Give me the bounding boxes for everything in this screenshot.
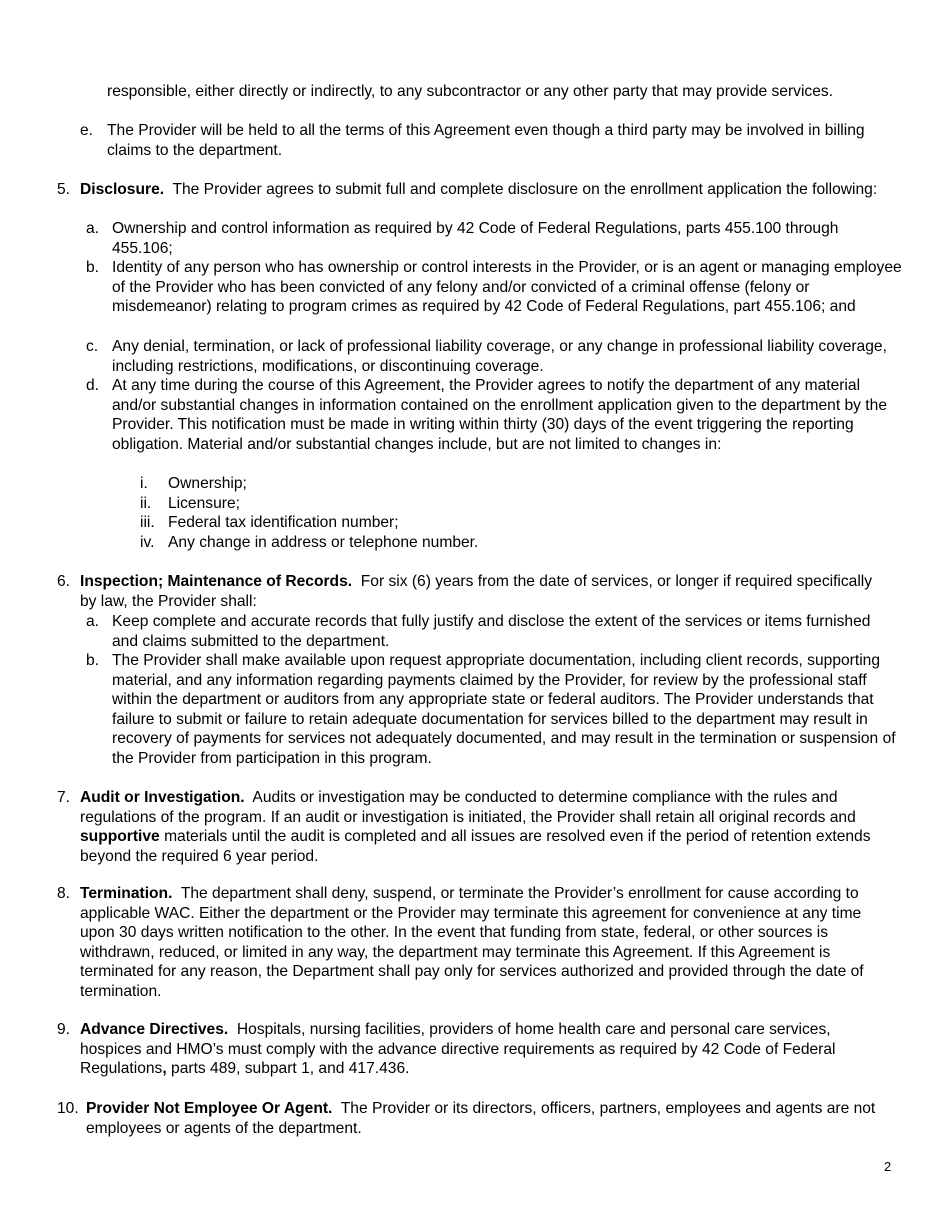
- section-title: Provider Not Employee Or Agent.: [86, 1100, 333, 1117]
- item-marker: b.: [86, 259, 100, 276]
- section-text: parts 489, subpart 1, and 417.436.: [171, 1060, 410, 1078]
- section-intro: The Provider agrees to submit full and complete disclosure on the enrollment application the following:: [172, 181, 878, 198]
- subitem: Licensure;: [168, 495, 240, 512]
- item-e-text: The Provider will be held to all the terms of this Agreement even though a third party may be involved in billing claims to the department.: [107, 122, 865, 159]
- emphasis: ,: [162, 1060, 167, 1078]
- subitem-marker: ii.: [140, 495, 152, 512]
- continued-paragraph: [107, 82, 907, 102]
- item-marker: a.: [86, 613, 100, 630]
- item-marker: e.: [80, 122, 94, 139]
- list-item: Keep complete and accurate records that fully justify and disclose the extent of the services or items furnished and claims submitted to the department.: [112, 613, 871, 650]
- section-number: 10.: [57, 1100, 79, 1117]
- section-title: Advance Directives.: [80, 1021, 229, 1038]
- section-number: 8.: [57, 885, 71, 902]
- section-9: [80, 1020, 880, 1079]
- list-item: Identity of any person who has ownership or control interests in the Provider, or is an agent or managing employee of the Provider who has been convicted of any felony and/or convicted of a criminal offense (felony or misdemeanor) relating to program crimes as required by 42 Code of Federal Regulations, part 455.106; and: [112, 259, 902, 316]
- section-6: [80, 572, 880, 611]
- section-text: The Provider or its directors, officers, partners, employees and agents are not employees or agents of the department.: [86, 1100, 876, 1137]
- item-marker: b.: [86, 652, 100, 669]
- section-number: 7.: [57, 789, 71, 806]
- item-marker: a.: [86, 220, 100, 237]
- subitem-marker: i.: [140, 475, 148, 492]
- section-text: Hospitals, nursing facilities, providers of home health care and personal care services, hospices and HMO’s must comply with the advance directive requirements as required by 42 Code of Federal Regulations: [80, 1021, 836, 1078]
- section-5: [80, 180, 900, 200]
- item-marker: d.: [86, 377, 100, 394]
- page-number: 2: [884, 1159, 892, 1174]
- section-number: 9.: [57, 1021, 71, 1038]
- section-text: materials until the audit is completed and all issues are resolved even if the period of retention extends beyond the required 6 year period.: [80, 828, 871, 865]
- item-marker: c.: [86, 338, 99, 355]
- section-text: Audits or investigation may be conducted to determine compliance with the rules and regulations of the program. If an audit or investigation is initiated, the Provider shall retain all original records and: [80, 789, 856, 826]
- emphasis: supportive: [80, 828, 160, 846]
- section-8: [80, 884, 892, 1002]
- subitem-marker: iv.: [140, 534, 155, 551]
- list-item: Ownership and control information as required by 42 Code of Federal Regulations, parts 455.100 through 455.106;: [112, 220, 839, 257]
- section-text: The department shall deny, suspend, or terminate the Provider’s enrollment for cause according to applicable WAC. Either the department or the Provider may terminate this agreement for convenience at any time upon 30 days written notification to the other. In the event that funding from state, federal, or other sources is withdrawn, reduced, or limited in any way, the department may terminate this Agreement. If this Agreement is terminated for any reason, the Department shall pay only for services authorized and provided through the date of termination.: [80, 885, 864, 1000]
- list-item: The Provider shall make available upon request appropriate documentation, including client records, supporting material, and any information regarding payments claimed by the Provider, for review by the professional staff within the department or auditors from any appropriate state or federal auditors. The Provider understands that failure to submit or failure to retain adequate documentation for services billed to the department may result in recovery of payments for services not adequately documented, and may result in the termination or suspension of the Provider from participation in this program.: [112, 652, 896, 767]
- section-number: 5.: [57, 181, 71, 198]
- section-intro: For six (6) years from the date of services, or longer if required specifically by law, the Provider shall:: [80, 573, 873, 610]
- subitem: Any change in address or telephone number.: [168, 534, 479, 551]
- section-title: Audit or Investigation.: [80, 789, 245, 806]
- subitem: Ownership;: [168, 475, 247, 492]
- continued-text: responsible, either directly or indirectly, to any subcontractor or any other party that may provide services.: [107, 83, 834, 100]
- list-item: Any denial, termination, or lack of professional liability coverage, or any change in professional liability coverage, including restrictions, modifications, or discontinuing coverage.: [112, 338, 887, 375]
- section-number: 6.: [57, 573, 71, 590]
- section-title: Termination.: [80, 885, 173, 902]
- list-item: At any time during the course of this Agreement, the Provider agrees to notify the department of any material and/or substantial changes in information contained on the enrollment application given to the department by the Provider. This notification must be made in writing within thirty (30) days of the event triggering the reporting obligation. Material and/or substantial changes include, but are not limited to changes in:: [112, 377, 887, 453]
- section-10: [86, 1099, 906, 1138]
- section-title: Inspection; Maintenance of Records.: [80, 573, 353, 590]
- subitem-marker: iii.: [140, 514, 155, 531]
- subitem: Federal tax identification number;: [168, 514, 399, 531]
- section-7: [80, 788, 900, 866]
- section-title: Disclosure.: [80, 181, 165, 198]
